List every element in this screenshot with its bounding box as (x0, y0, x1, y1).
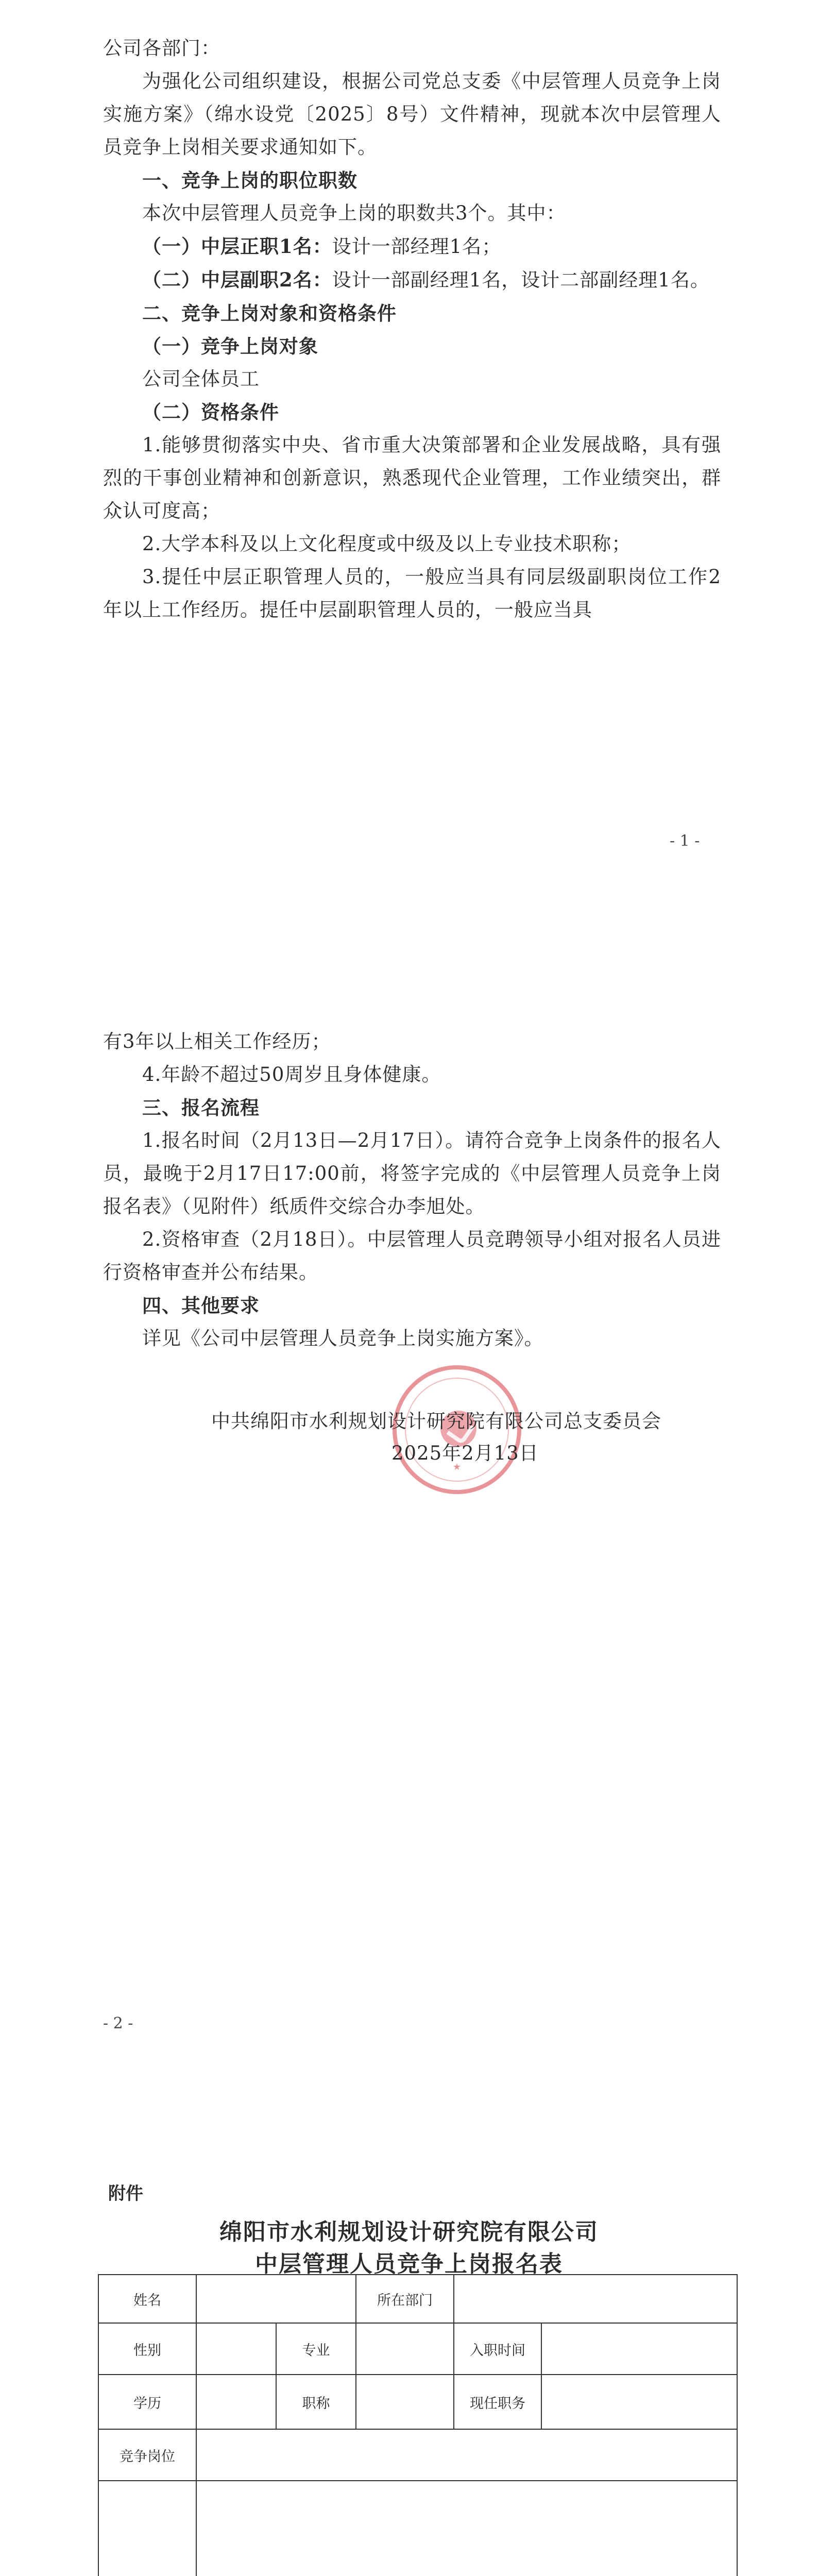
gender-value-cell[interactable] (196, 2323, 276, 2375)
issue-date: 2025年2月13日 (391, 1442, 539, 1464)
target-position-label: 竞争岗位 (98, 2429, 196, 2481)
reason-value-cell[interactable] (196, 2481, 737, 2576)
form-title-line-1: 绵阳市水利规划设计研究院有限公司 (219, 2219, 599, 2245)
page-number-2: - 2 - (103, 2014, 133, 2032)
page-3 (0, 2050, 818, 2576)
title-value-cell[interactable] (356, 2375, 454, 2429)
page-number-1: - 1 - (670, 832, 700, 850)
item-2-text: 设计一部副经理1名，设计二部副经理1名。 (332, 269, 710, 291)
registration-form-table (98, 2274, 738, 2576)
condition-3-part-2: 有3年以上相关工作经历； (103, 1030, 331, 1053)
condition-4: 4.年龄不超过50周岁且身体健康。 (142, 1063, 441, 1086)
section-2-title: 二、竞争上岗对象和资格条件 (142, 302, 397, 325)
entry-time-label: 入职时间 (454, 2323, 541, 2375)
section-4-title: 四、其他要求 (142, 1294, 260, 1317)
annex-label: 附件 (108, 2183, 143, 2204)
item-1-text: 设计一部经理1名； (332, 235, 502, 258)
item-2-label: （二）中层副职2名： (142, 268, 332, 291)
section-1-title: 一、竞争上岗的职位职数 (142, 169, 357, 192)
entry-time-value-cell[interactable] (541, 2323, 737, 2375)
sub-2-label: （二）资格条件 (142, 401, 279, 423)
form-row-target-position (98, 2429, 737, 2481)
education-value-cell[interactable] (196, 2375, 276, 2429)
condition-3-part-1: 3.提任中层正职管理人员的，一般应当具有同层级副职岗位工作2年以上工作经历。提任中层副职管理人员的，一般应当具 (103, 566, 721, 621)
issuer-organization: 中共绵阳市水利规划设计研究院有限公司总支委员会 (211, 1410, 661, 1432)
item-2 (103, 263, 721, 297)
section-4-text: 详见《公司中层管理人员竞争上岗实施方案》。 (142, 1327, 544, 1349)
name-label: 姓名 (98, 2275, 196, 2323)
name-value-cell[interactable] (196, 2275, 356, 2323)
condition-2: 2.大学本科及以上文化程度或中级及以上专业技术职称； (142, 533, 632, 555)
sub-1-label: （一）竞争上岗对象 (142, 335, 318, 358)
form-row-name (98, 2275, 737, 2323)
page-2 (0, 943, 818, 2050)
major-label: 专业 (276, 2323, 356, 2375)
page-2-body (103, 1025, 721, 1355)
department-value-cell[interactable] (454, 2275, 737, 2323)
section-1-text: 本次中层管理人员竞争上岗的职数共3个。其中： (142, 202, 566, 224)
step-1: 1.报名时间（2月13日—2月17日）。请符合竞争上岗条件的报名人员，最晚于2月17日17:00前，将签字完成的《中层管理人员竞争上岗报名表》（见附件）纸质件交综合办李旭处。 (103, 1129, 721, 1217)
reason-label (98, 2481, 196, 2576)
section-3-title: 三、报名流程 (142, 1096, 260, 1119)
intro-paragraph: 为强化公司组织建设，根据公司党总支委《中层管理人员竞争上岗实施方案》（绵水设党〔2025〕8号）文件精神，现就本次中层管理人员竞争上岗相关要求通知如下。 (103, 70, 721, 158)
form-row-gender (98, 2323, 737, 2375)
step-2: 2.资格审查（2月18日）。中层管理人员竞聘领导小组对报名人员进行资格审查并公布结果。 (103, 1228, 721, 1283)
page-1 (0, 0, 818, 943)
item-1 (103, 230, 721, 263)
current-position-value-cell[interactable] (541, 2375, 737, 2429)
target-position-value-cell[interactable] (196, 2429, 737, 2481)
page-1-body (103, 32, 721, 626)
form-row-education (98, 2375, 737, 2429)
gender-label: 性别 (98, 2323, 196, 2375)
form-title-line-2: 中层管理人员竞争上岗报名表 (255, 2251, 563, 2277)
salutation: 公司各部门： (103, 37, 220, 59)
title-label: 职称 (276, 2375, 356, 2429)
department-label: 所在部门 (356, 2275, 454, 2323)
condition-1: 1.能够贯彻落实中央、省市重大决策部署和企业发展战略，具有强烈的干事创业精神和创新意识，熟悉现代企业管理，工作业绩突出，群众认可度高； (103, 434, 721, 522)
seal-star-icon: ★ (452, 1462, 462, 1472)
current-position-label: 现任职务 (454, 2375, 541, 2429)
form-row-reason (98, 2481, 737, 2576)
education-label: 学历 (98, 2375, 196, 2429)
sub-1-text: 公司全体员工 (142, 368, 260, 390)
item-1-label: （一）中层正职1名： (142, 235, 332, 258)
major-value-cell[interactable] (356, 2323, 454, 2375)
